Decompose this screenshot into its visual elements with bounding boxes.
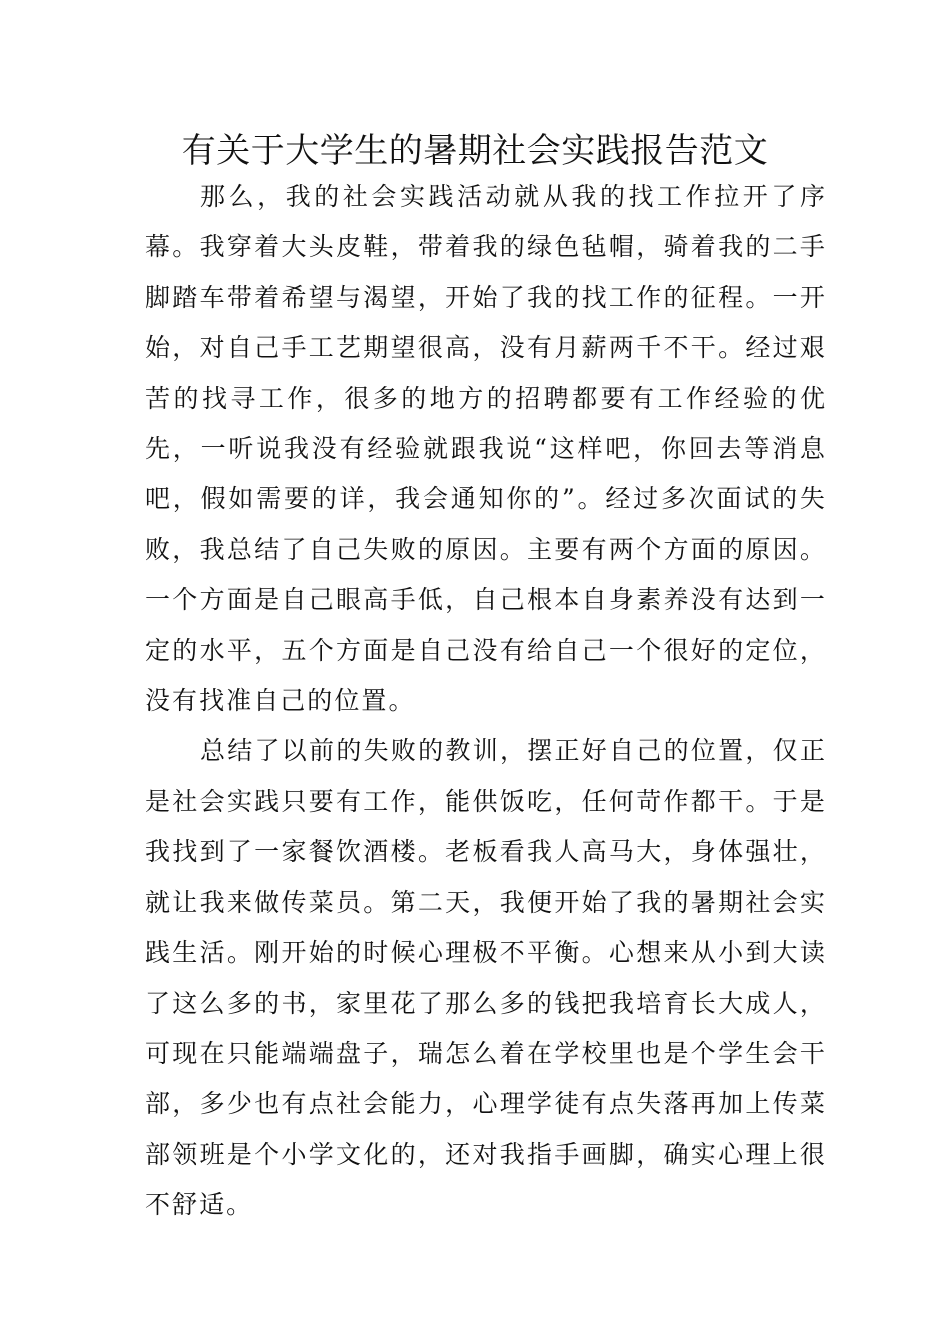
paragraph-1: 那么，我的社会实践活动就从我的找工作拉开了序幕。我穿着大头皮鞋，带着我的绿色毡帽，骑着我的二手脚踏车带着希望与渴望，开始了我的找工作的征程。一开始，对自己手工艺期望很高，没有月薪两千不干。经过艰苦的找寻工作，很多的地方的招聘都要有工作经验的优先，一听说我没有经验就跟我说“这样吧，你回去等消息吧，假如需要的详，我会通知你的”。经过多次面试的失败，我总结了自己失败的原因。主要有两个方面的原因。一个方面是自己眼高手低，自己根本自身素养没有达到一定的水平，五个方面是自己没有给自己一个很好的定位，没有找准自己的位置。 — [145, 182, 827, 716]
paragraph-2: 总结了以前的失败的教训，摆正好自己的位置，仅正是社会实践只要有工作，能供饭吃，任何苛作都干。于是我找到了一家餐饮酒楼。老板看我人高马大，身体强壮，就让我来做传菜员。第二天，我便开始了我的暑期社会实践生活。刚开始的时候心理极不平衡。心想来从小到大读了这么多的书，家里花了那么多的钱把我培育长大成人，可现在只能端端盘子，瑞怎么着在学校里也是个学生会干部，多少也有点社会能力，心理学徒有点失落再加上传菜部领班是个小学文化的，还对我指手画脚，确实心理上很不舒适。 — [145, 736, 827, 1220]
document-title: 有关于大学生的暑期社会实践报告范文 — [181, 131, 769, 171]
document-body — [145, 172, 827, 1231]
